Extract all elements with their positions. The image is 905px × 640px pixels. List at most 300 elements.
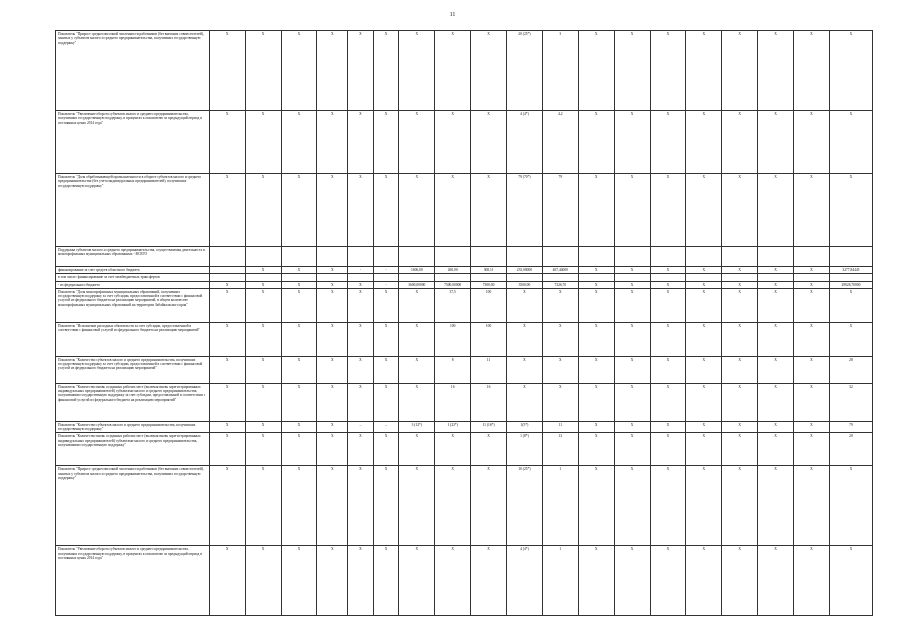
table-cell: X	[209, 281, 245, 288]
row-description: Показатель "Прирост среднесписочной численности работников (без внешних совместителей), занятых у субъектов малого и среднего предпринимательства, получивших государственную поддержку"	[56, 31, 210, 111]
table-cell	[471, 247, 507, 267]
table-cell: X	[209, 383, 245, 421]
table-cell: X	[348, 356, 374, 383]
table-cell: X	[281, 267, 317, 274]
table-cell	[829, 247, 872, 267]
table-cell: 32	[829, 383, 872, 421]
table-cell: 10 (25*)	[507, 466, 543, 546]
table-cell	[209, 267, 245, 274]
table-cell: X	[722, 174, 758, 247]
table-cell: X	[794, 421, 830, 433]
table-cell: X	[614, 421, 650, 433]
table-cell: X	[578, 111, 614, 174]
table-cell: X	[209, 174, 245, 247]
table-cell: X	[722, 356, 758, 383]
row-description: финансирование за счет средств областного бюджета	[56, 267, 210, 274]
table-cell: X	[317, 322, 348, 356]
table-cell: 20	[829, 433, 872, 466]
table-cell: X	[435, 433, 471, 466]
table-row	[56, 322, 873, 356]
table-cell: 3	[542, 31, 578, 111]
table-cell: X	[281, 421, 317, 433]
table-cell: 79 (70*)	[507, 174, 543, 247]
table-cell: 1(5*)	[507, 421, 543, 433]
table-cell: X	[794, 111, 830, 174]
table-cell	[245, 274, 281, 281]
table-cell: X	[281, 174, 317, 247]
table-cell: 3500,00	[507, 281, 543, 288]
table-cell: 1 (8*)	[507, 433, 543, 466]
table-cell: X	[507, 356, 543, 383]
table-cell: X	[435, 31, 471, 111]
table-row	[56, 281, 873, 288]
row-description: Показатель "Исполнение расходных обязательств за счет субсидии, предоставленной в соответствии с финансовой услугой из федерального бюджета на реализацию мероприятий"	[56, 322, 210, 356]
table-cell: 13	[542, 433, 578, 466]
table-cell: 16	[471, 383, 507, 421]
table-cell: X	[722, 383, 758, 421]
table-cell	[399, 274, 435, 281]
table-cell: X	[650, 421, 686, 433]
table-cell: X	[578, 356, 614, 383]
table-cell: X	[399, 433, 435, 466]
table-cell	[317, 247, 348, 267]
table-cell: 4 (4*)	[507, 546, 543, 616]
table-cell: X	[209, 546, 245, 616]
table-cell: X	[794, 174, 830, 247]
table-cell: 28	[829, 356, 872, 383]
row-description: Показатель "Доля монопрофильных муниципальных образований, получивших государственную поддержку за счет субсидии, предоставленной в соответствии с финансовой услугой из федерального бюджета на реализацию мероприятий, в общем количестве монопрофильных муниципальных образований на территории Забайкальского края"	[56, 288, 210, 322]
table-cell: X	[399, 466, 435, 546]
table-cell: X	[245, 281, 281, 288]
table-cell: X	[245, 433, 281, 466]
table-cell	[542, 274, 578, 281]
table-cell: X	[794, 356, 830, 383]
table-cell	[650, 274, 686, 281]
table-cell	[348, 274, 374, 281]
table-cell: X	[794, 288, 830, 322]
table-cell: 3277,84445	[829, 267, 872, 274]
table-cell: X	[399, 356, 435, 383]
table-cell: X	[758, 281, 794, 288]
table-cell: X	[614, 31, 650, 111]
table-cell: X	[829, 174, 872, 247]
table-cell	[399, 247, 435, 267]
table-cell: 37,5	[435, 288, 471, 322]
table-row	[56, 267, 873, 274]
table-cell	[614, 274, 650, 281]
table-cell: X	[758, 288, 794, 322]
table-cell	[435, 247, 471, 267]
table-cell: X	[614, 466, 650, 546]
row-description: Показатель "Увеличение оборота субъектов малого и среднего предпринимательства, получивших государственную поддержку, в процентах к показателю за предыдущий период в постоянных ценах 2014 года"	[56, 111, 210, 174]
table-cell: 235,00000	[507, 267, 543, 274]
table-cell: 29026,70000	[829, 281, 872, 288]
table-cell: X	[650, 31, 686, 111]
table-cell: X	[614, 281, 650, 288]
table-row	[56, 247, 873, 267]
table-cell	[542, 247, 578, 267]
table-cell: X	[317, 111, 348, 174]
table-cell: X	[722, 421, 758, 433]
row-description: Показатель "Количество субъектов малого и среднего предпринимательства, получивших государственную поддержку за счет субсидии, предоставленной в соответствии с финансовой услугой из федерального бюджета на реализацию мероприятий"	[56, 356, 210, 383]
table-cell: X	[650, 288, 686, 322]
table-cell: X	[794, 546, 830, 616]
table-cell	[578, 247, 614, 267]
table-cell: 7326,70	[542, 281, 578, 288]
table-cell: X	[614, 433, 650, 466]
table-cell: X	[722, 466, 758, 546]
table-cell: X	[348, 31, 374, 111]
table-cell: X	[542, 383, 578, 421]
table-cell: 3600,00000	[399, 281, 435, 288]
table-cell: X	[317, 421, 348, 433]
table-cell: X	[542, 288, 578, 322]
table-cell: X	[399, 322, 435, 356]
table-cell: X	[348, 281, 374, 288]
table-cell: X	[758, 383, 794, 421]
table-row	[56, 174, 873, 247]
table-cell: X	[578, 174, 614, 247]
table-cell: X	[614, 174, 650, 247]
table-cell: X	[686, 267, 722, 274]
table-cell: X	[578, 383, 614, 421]
table-cell: X	[317, 267, 348, 274]
table-cell: 8	[435, 356, 471, 383]
table-cell: X	[794, 322, 830, 356]
table-cell: X	[578, 322, 614, 356]
table-cell: 467,44000	[542, 267, 578, 274]
table-cell: X	[758, 546, 794, 616]
table-cell: X	[650, 322, 686, 356]
table-cell: X	[614, 356, 650, 383]
table-cell: X	[373, 111, 399, 174]
table-cell: -	[373, 267, 399, 274]
table-cell	[722, 247, 758, 267]
table-cell: X	[281, 383, 317, 421]
table-cell: X	[650, 466, 686, 546]
table-cell: X	[317, 31, 348, 111]
table-cell: X	[686, 433, 722, 466]
table-cell: X	[794, 267, 830, 274]
table-cell: X	[722, 111, 758, 174]
table-cell: 100	[471, 288, 507, 322]
table-cell: 1 (23*)	[435, 421, 471, 433]
table-cell: X	[245, 383, 281, 421]
table-cell	[471, 274, 507, 281]
table-cell: X	[435, 466, 471, 546]
table-cell: X	[281, 433, 317, 466]
table-cell: X	[686, 174, 722, 247]
table-cell: X	[722, 546, 758, 616]
table-cell: X	[686, 31, 722, 111]
table-cell: X	[829, 111, 872, 174]
table-cell: X	[829, 466, 872, 546]
table-cell: X	[245, 174, 281, 247]
table-row	[56, 433, 873, 466]
table-cell: X	[758, 31, 794, 111]
table-cell: X	[209, 322, 245, 356]
table-cell: 1	[542, 466, 578, 546]
table-row	[56, 383, 873, 421]
table-cell: X	[578, 267, 614, 274]
table-cell: X	[435, 546, 471, 616]
table-cell: X	[373, 288, 399, 322]
table-body	[56, 31, 873, 616]
table-cell	[829, 274, 872, 281]
table-cell: X	[722, 281, 758, 288]
table-cell: 79	[829, 421, 872, 433]
table-cell: X	[245, 111, 281, 174]
table-cell: 260,00	[435, 267, 471, 274]
table-cell: X	[578, 281, 614, 288]
table-cell: X	[399, 288, 435, 322]
table-cell	[281, 247, 317, 267]
table-cell: X	[399, 111, 435, 174]
table-cell: X	[348, 466, 374, 546]
table-cell: X	[758, 433, 794, 466]
table-cell: X	[281, 356, 317, 383]
table-cell: 7300,00	[471, 281, 507, 288]
table-cell: X	[578, 546, 614, 616]
table-cell: X	[348, 111, 374, 174]
table-cell: X	[373, 31, 399, 111]
table-cell: X	[471, 546, 507, 616]
table-cell: X	[245, 421, 281, 433]
row-description: Показатель "Количество вновь созданных рабочих мест (включая вновь зарегистрированных индивидуальных предпринимателей) субъектами малого и среднего предпринимательства, получившими государственную поддержку за счет субсидии, предоставленной в соответствии с финансовой услугой из федерального бюджета на реализацию мероприятий"	[56, 383, 210, 421]
table-row	[56, 546, 873, 616]
table-cell: X	[758, 421, 794, 433]
table-cell: X	[348, 322, 374, 356]
table-cell: X	[348, 433, 374, 466]
table-cell: X	[614, 383, 650, 421]
table-cell	[373, 247, 399, 267]
table-cell	[317, 274, 348, 281]
table-cell	[209, 247, 245, 267]
table-row	[56, 274, 873, 281]
row-description: Показатель "Количество субъектов малого и среднего предпринимательства, получивших государственную поддержку"	[56, 421, 210, 433]
table-cell: X	[281, 31, 317, 111]
row-description: в том числе: финансирование за счет межбюджетных трансфертов	[56, 274, 210, 281]
table-cell: X	[373, 322, 399, 356]
table-cell: X	[686, 288, 722, 322]
table-cell: X	[317, 546, 348, 616]
table-cell: X	[650, 356, 686, 383]
table-row	[56, 31, 873, 111]
program-indicators-table	[55, 30, 873, 616]
table-cell: X	[245, 546, 281, 616]
table-cell: X	[317, 288, 348, 322]
table-cell: X	[758, 322, 794, 356]
table-cell: X	[507, 288, 543, 322]
table-row	[56, 288, 873, 322]
table-cell: X	[722, 322, 758, 356]
table-cell: X	[758, 111, 794, 174]
table-cell: X	[435, 174, 471, 247]
table-cell: X	[399, 31, 435, 111]
table-cell: -	[348, 267, 374, 274]
table-cell: X	[758, 174, 794, 247]
table-cell: 20 (25*)	[507, 31, 543, 111]
table-cell	[794, 274, 830, 281]
table-cell: X	[686, 421, 722, 433]
row-description: Показатель "Доля обрабатывающей промышленности в обороте субъектов малого и среднего предпринимательства (без учета индивидуальных предпринимателей), получивших государственную поддержку"	[56, 174, 210, 247]
table-cell: X	[686, 466, 722, 546]
table-cell: X	[281, 466, 317, 546]
table-cell: 7500,00000	[435, 281, 471, 288]
table-cell: X	[578, 433, 614, 466]
table-cell: 308,11	[471, 267, 507, 274]
table-cell	[507, 247, 543, 267]
table-cell: X	[373, 356, 399, 383]
table-cell: X	[686, 322, 722, 356]
table-cell: 79	[542, 174, 578, 247]
table-cell: X	[614, 267, 650, 274]
table-cell: X	[650, 546, 686, 616]
row-description: Показатель "Увеличение оборота субъектов малого и среднего предпринимательства, получивших государственную поддержку, в процентах к показателю за предыдущий период в постоянных ценах 2014 года"	[56, 546, 210, 616]
table-cell: X	[245, 267, 281, 274]
table-cell	[758, 274, 794, 281]
table-cell: X	[209, 31, 245, 111]
page-number: 11	[449, 12, 456, 18]
table-cell: X	[722, 288, 758, 322]
table-cell: X	[209, 433, 245, 466]
table-cell: X	[435, 111, 471, 174]
table-cell: X	[317, 281, 348, 288]
table-cell: X	[245, 31, 281, 111]
table-cell: X	[578, 421, 614, 433]
table-cell: X	[373, 546, 399, 616]
table-cell: X	[614, 322, 650, 356]
table-cell: 11 (16*)	[471, 421, 507, 433]
table-row	[56, 421, 873, 433]
table-cell: 4,2	[542, 111, 578, 174]
table-cell: X	[829, 31, 872, 111]
table-cell: X	[794, 433, 830, 466]
table-cell: -	[373, 281, 399, 288]
table-cell: X	[209, 111, 245, 174]
table-cell: X	[281, 546, 317, 616]
table-cell: X	[686, 383, 722, 421]
table-cell: X	[348, 288, 374, 322]
table-cell: X	[281, 322, 317, 356]
table-cell: X	[686, 356, 722, 383]
table-cell	[373, 274, 399, 281]
table-row	[56, 466, 873, 546]
table-cell: X	[829, 322, 872, 356]
table-cell: X	[829, 546, 872, 616]
table-cell: X	[471, 174, 507, 247]
table-cell: X	[317, 383, 348, 421]
row-description: Показатель "Количество вновь созданных рабочих мест (включая вновь зарегистрированных индивидуальных предпринимателей) субъектами малого и среднего предпринимательства, получившими государственную поддержку"	[56, 433, 210, 466]
table-cell: 16	[435, 383, 471, 421]
table-cell: X	[650, 281, 686, 288]
table-row	[56, 356, 873, 383]
table-cell	[209, 274, 245, 281]
row-description: Показатель "Прирост среднесписочной численности работников (без внешних совместителей), занятых у субъектов малого и среднего предпринимательства, получивших государственную поддержку"	[56, 466, 210, 546]
table-cell: X	[471, 111, 507, 174]
table-cell: X	[317, 433, 348, 466]
table-cell: X	[245, 322, 281, 356]
table-cell: X	[471, 433, 507, 466]
table-cell: X	[722, 31, 758, 111]
table-cell: X	[758, 267, 794, 274]
table-cell: X	[650, 111, 686, 174]
table-cell: X	[614, 546, 650, 616]
table-cell: X	[209, 421, 245, 433]
table-cell: X	[507, 383, 543, 421]
table-cell: X	[373, 383, 399, 421]
row-description: - из федерального бюджета	[56, 281, 210, 288]
table-cell: X	[686, 546, 722, 616]
table-cell: 1606,00	[399, 267, 435, 274]
table-cell: X	[507, 322, 543, 356]
table-cell: X	[471, 31, 507, 111]
table-cell	[686, 274, 722, 281]
table-cell: X	[650, 267, 686, 274]
table-cell: X	[209, 288, 245, 322]
table-cell: X	[758, 466, 794, 546]
table-cell: X	[686, 281, 722, 288]
table-cell: X	[348, 546, 374, 616]
table-cell: –	[373, 421, 399, 433]
table-cell: X	[794, 281, 830, 288]
table-cell: 4 (4*)	[507, 111, 543, 174]
table-cell: X	[399, 383, 435, 421]
table-cell: X	[348, 174, 374, 247]
table-cell	[435, 274, 471, 281]
table-cell	[578, 274, 614, 281]
table-cell: 3 (12*)	[399, 421, 435, 433]
table-cell: X	[542, 356, 578, 383]
table-cell: X	[373, 174, 399, 247]
table-cell: 11	[471, 356, 507, 383]
table-cell: X	[686, 111, 722, 174]
table-cell: –	[348, 421, 374, 433]
table-cell: X	[794, 31, 830, 111]
table-row	[56, 111, 873, 174]
table-cell: X	[614, 111, 650, 174]
table-cell: X	[794, 466, 830, 546]
table-cell: X	[317, 356, 348, 383]
table-cell: X	[578, 31, 614, 111]
table-cell: X	[317, 174, 348, 247]
table-cell: X	[399, 546, 435, 616]
table-cell: X	[722, 267, 758, 274]
table-cell: 11	[542, 421, 578, 433]
table-cell	[722, 274, 758, 281]
table-cell: X	[245, 288, 281, 322]
table-cell: X	[209, 356, 245, 383]
table-cell: X	[542, 322, 578, 356]
table-cell: X	[758, 356, 794, 383]
table-cell: X	[650, 174, 686, 247]
table-cell: X	[348, 383, 374, 421]
table-cell	[614, 247, 650, 267]
table-cell: X	[373, 433, 399, 466]
table-cell: X	[794, 383, 830, 421]
table-cell: X	[578, 288, 614, 322]
table-cell: X	[829, 288, 872, 322]
table-cell: X	[650, 383, 686, 421]
table-cell	[348, 247, 374, 267]
table-cell: X	[209, 466, 245, 546]
table-cell: X	[373, 466, 399, 546]
table-cell: X	[471, 466, 507, 546]
table-cell	[507, 274, 543, 281]
table-cell: 100	[471, 322, 507, 356]
table-cell: X	[722, 433, 758, 466]
table-cell	[650, 247, 686, 267]
